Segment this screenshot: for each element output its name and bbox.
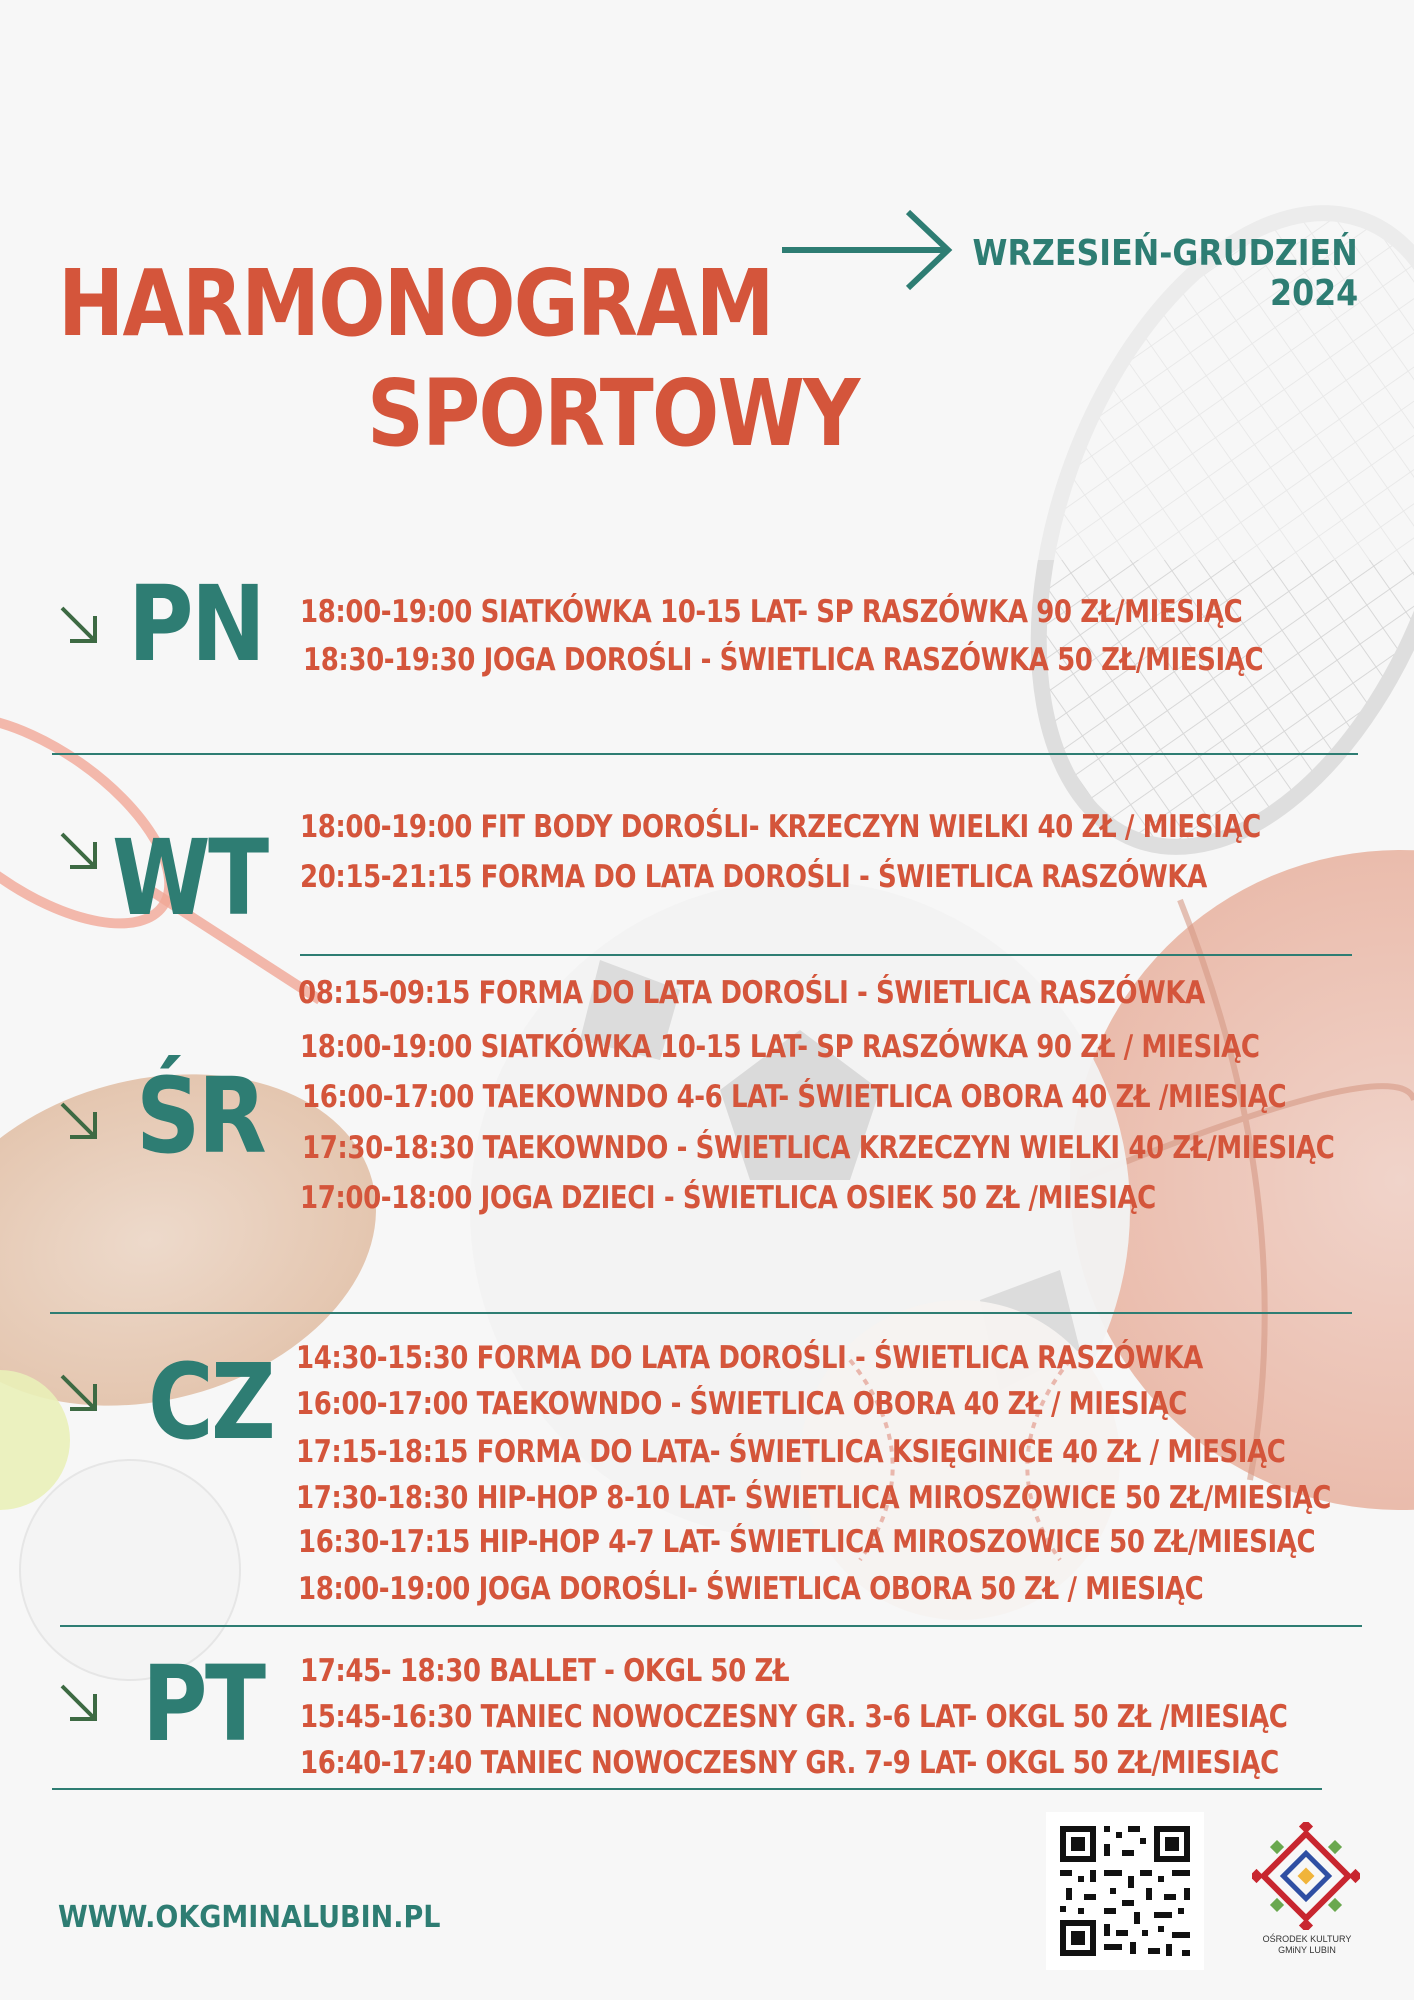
section-divider [52,753,1358,755]
schedule-entry: 17:30-18:30 HIP-HOP 8-10 LAT- ŚWIETLICA MIROSZOWICE 50 ZŁ/MIESIĄC [296,1480,1331,1516]
schedule-entry: 08:15-09:15 FORMA DO LATA DOROŚLI - ŚWIETLICA RASZÓWKA [298,975,1205,1011]
schedule-entry: 17:15-18:15 FORMA DO LATA- ŚWIETLICA KSIĘGINICE 40 ZŁ / MIESIĄC [296,1434,1286,1470]
schedule-entry: 16:00-17:00 TAEKOWNDO - ŚWIETLICA OBORA 40 ZŁ / MIESIĄC [296,1386,1187,1422]
schedule-entry: 18:00-19:00 SIATKÓWKA 10-15 LAT- SP RASZÓWKA 90 ZŁ / MIESIĄC [300,1029,1260,1065]
day-label-wt: WT [112,817,267,939]
schedule-entry: 16:00-17:00 TAEKOWNDO 4-6 LAT- ŚWIETLICA OBORA 40 ZŁ /MIESIĄC [302,1079,1287,1115]
arrow-down-right-icon [58,830,100,872]
schedule-entry: 16:40-17:40 TANIEC NOWOCZESNY GR. 7-9 LAT- OKGL 50 ZŁ/MIESIĄC [300,1745,1279,1781]
qr-code-icon[interactable] [1046,1812,1204,1970]
folk-pattern-logo-icon [1252,1822,1360,1930]
arrow-down-right-icon [58,1372,100,1414]
schedule-entry: 18:30-19:30 JOGA DOROŚLI - ŚWIETLICA RASZÓWKA 50 ZŁ/MIESIĄC [303,642,1264,678]
arrow-down-right-icon [58,604,100,646]
schedule-entry: 17:30-18:30 TAEKOWNDO - ŚWIETLICA KRZECZYN WIELKI 40 ZŁ/MIESIĄC [302,1130,1335,1166]
logo-caption-line-1: OŚRODEK KULTURY [1262,1934,1352,1944]
schedule-entry: 17:00-18:00 JOGA DZIECI - ŚWIETLICA OSIEK 50 ZŁ /MIESIĄC [300,1180,1156,1216]
schedule-entry: 15:45-16:30 TANIEC NOWOCZESNY GR. 3-6 LAT- OKGL 50 ZŁ /MIESIĄC [300,1699,1288,1735]
section-divider [300,954,1352,956]
arrow-down-right-icon [58,1100,100,1142]
schedule-entry: 20:15-21:15 FORMA DO LATA DOROŚLI - ŚWIETLICA RASZÓWKA [300,859,1207,895]
title-line-1: HARMONOGRAM [58,250,773,357]
schedule-entry: 16:30-17:15 HIP-HOP 4-7 LAT- ŚWIETLICA MIROSZOWICE 50 ZŁ/MIESIĄC [298,1524,1316,1560]
arrow-down-right-icon [58,1682,100,1724]
section-divider [50,1312,1352,1314]
day-label-pt: PT [142,1643,264,1765]
section-divider [60,1625,1362,1627]
schedule-entry: 14:30-15:30 FORMA DO LATA DOROŚLI - ŚWIETLICA RASZÓWKA [296,1340,1203,1376]
title-line-2: SPORTOWY [367,360,859,467]
period-line-1: WRZESIEŃ-GRUDZIEŃ [972,233,1358,274]
schedule-entry: 18:00-19:00 FIT BODY DOROŚLI- KRZECZYN WIELKI 40 ZŁ / MIESIĄC [300,809,1261,845]
period-line-2: 2024 [1269,273,1358,314]
day-label-sr: ŚR [136,1055,265,1177]
day-label-pn: PN [128,563,264,685]
website-link[interactable]: WWW.OKGMINALUBIN.PL [58,1900,441,1935]
day-label-cz: CZ [148,1341,274,1463]
schedule-entry: 18:00-19:00 SIATKÓWKA 10-15 LAT- SP RASZÓWKA 90 ZŁ/MIESIĄC [300,594,1243,630]
schedule-entry: 17:45- 18:30 BALLET - OKGL 50 ZŁ [300,1653,790,1689]
schedule-entry: 18:00-19:00 JOGA DOROŚLI- ŚWIETLICA OBORA 50 ZŁ / MIESIĄC [298,1571,1204,1607]
section-divider [52,1788,1322,1790]
arrow-right-icon [780,208,956,292]
logo-caption-line-2: GMiNY LUBIN [1278,1945,1336,1955]
